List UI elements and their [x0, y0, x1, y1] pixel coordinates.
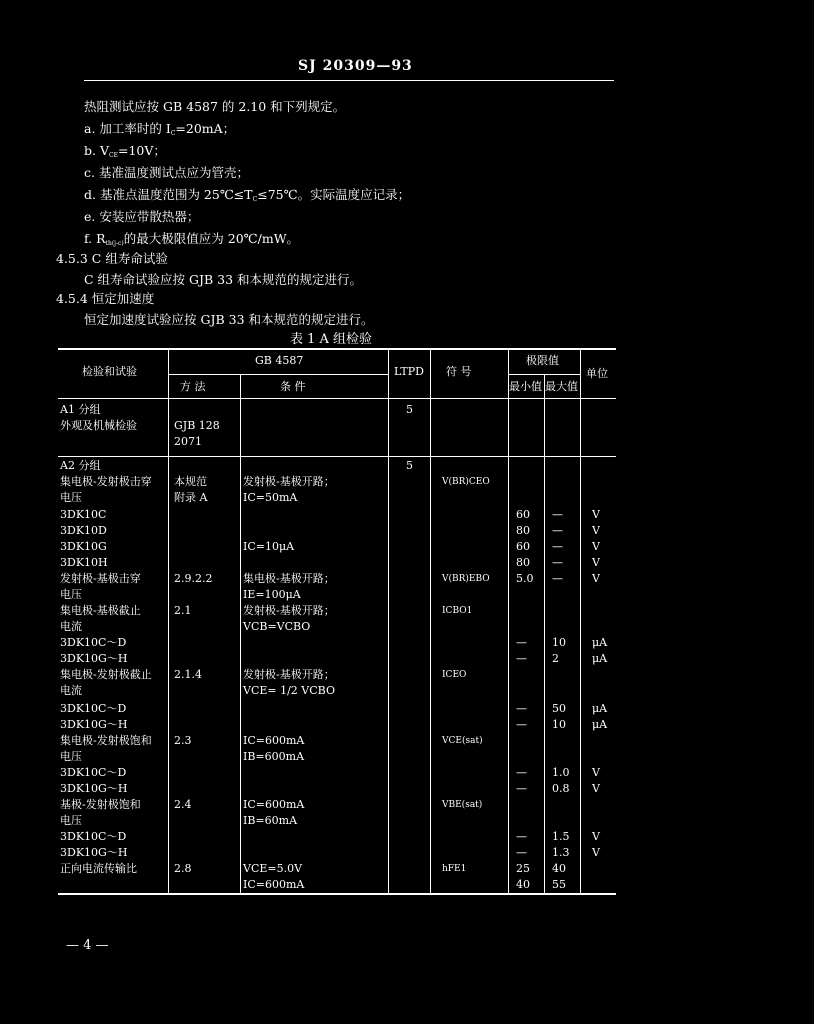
cell-min: —: [516, 766, 527, 779]
cell-test: 3DK10D: [60, 524, 107, 537]
cell-max: —: [552, 572, 563, 585]
header-ltpd: LTPD: [394, 365, 424, 378]
cell-method: 2071: [174, 435, 202, 448]
cell-min: —: [516, 702, 527, 715]
cell-symbol: V(BR)CEO: [442, 477, 490, 487]
cell-method: 2.9.2.2: [174, 572, 213, 585]
item-f: f. $R_{th(j-c)}$的最大极限值应为 20℃/mW。: [84, 231, 300, 247]
cell-test: A2 分组: [60, 459, 101, 472]
cell-condition: IC=50mA: [243, 491, 298, 504]
header-min: 最小值: [509, 380, 542, 393]
cell-max: —: [552, 556, 563, 569]
col-rule-6: [544, 374, 545, 894]
cell-ltpd: 5: [406, 403, 413, 416]
cell-test: 集电极-发射极截止: [60, 668, 152, 681]
col-rule-3: [388, 348, 389, 894]
cell-test: 电流: [60, 684, 82, 697]
cell-condition: IB=60mA: [243, 814, 298, 827]
cell-unit: μA: [592, 718, 608, 731]
item-e: e. 安装应带散热器；: [84, 209, 200, 224]
cell-max: 1.5: [552, 830, 570, 843]
cell-max: —: [552, 540, 563, 553]
cell-test: 3DK10C～D: [60, 636, 127, 649]
cell-test: 3DK10C～D: [60, 766, 127, 779]
cell-unit: V: [592, 556, 600, 569]
cell-max: 10: [552, 636, 566, 649]
cell-unit: V: [592, 572, 600, 585]
cell-symbol: ICEO: [442, 670, 467, 680]
cell-test: 电压: [60, 491, 82, 504]
header-limits: 极限值: [526, 354, 559, 367]
cell-condition: VCE= 1/2 VCBO: [243, 684, 335, 697]
item-b: b. $V_{CE}=10V$；: [84, 143, 166, 159]
header-test: 检验和试验: [82, 365, 137, 378]
item-d: d. 基准点温度范围为 $25℃\le T_C\le 75℃$。实际温度应记录；: [84, 187, 411, 203]
cell-condition: IC=600mA: [243, 734, 305, 747]
cell-test: 3DK10G～H: [60, 782, 128, 795]
item-a: a. 加工率时的 $I_C=20mA$；: [84, 121, 236, 137]
col-rule-4: [430, 348, 431, 894]
cell-unit: μA: [592, 652, 608, 665]
cell-min: —: [516, 782, 527, 795]
section-4-5-4-body: 恒定加速度试验应按 GJB 33 和本规范的规定进行。: [84, 312, 374, 327]
cell-symbol: V(BR)EBO: [442, 574, 490, 584]
cell-condition: 集电极-基极开路；: [243, 572, 335, 585]
cell-max: 0.8: [552, 782, 570, 795]
page-number: — 4 —: [66, 938, 109, 953]
cell-min: —: [516, 718, 527, 731]
section-4-5-3-body: C 组寿命试验应按 GJB 33 和本规范的规定进行。: [84, 272, 363, 287]
cell-method: 2.8: [174, 862, 192, 875]
cell-min: —: [516, 652, 527, 665]
cell-max: —: [552, 524, 563, 537]
cell-test: 电压: [60, 588, 82, 601]
cell-test: 3DK10G～H: [60, 652, 128, 665]
cell-test: 3DK10C～D: [60, 702, 127, 715]
cell-condition: IE=100μA: [243, 588, 301, 601]
cell-condition: IC=600mA: [243, 798, 305, 811]
cell-min: 40: [516, 878, 530, 891]
cell-symbol: hFE1: [442, 864, 467, 874]
cell-max: 55: [552, 878, 566, 891]
table-gb-rule: [168, 374, 388, 375]
cell-test: 电压: [60, 814, 82, 827]
cell-test: 3DK10C: [60, 508, 107, 521]
cell-min: 60: [516, 508, 530, 521]
header-unit: 单位: [586, 367, 608, 380]
cell-min: —: [516, 830, 527, 843]
cell-unit: V: [592, 524, 600, 537]
cell-condition: 发射极-基极开路；: [243, 668, 335, 681]
header-gb: GB 4587: [255, 354, 304, 367]
item-c: c. 基准温度测试点应为管壳；: [84, 165, 249, 180]
cell-condition: 发射极-基极开路；: [243, 475, 335, 488]
cell-min: 25: [516, 862, 530, 875]
cell-condition: 发射极-基极开路；: [243, 604, 335, 617]
cell-test: 3DK10G～H: [60, 846, 128, 859]
cell-min: 80: [516, 524, 530, 537]
table-group-rule: [58, 456, 616, 457]
table-top-rule: [58, 348, 616, 350]
cell-min: 60: [516, 540, 530, 553]
cell-condition: IC=10μA: [243, 540, 295, 553]
cell-min: —: [516, 846, 527, 859]
col-rule-7: [580, 348, 581, 894]
doc-header: SJ 20309—93: [298, 58, 413, 74]
cell-method: GJB 128: [174, 419, 220, 432]
cell-condition: IB=600mA: [243, 750, 305, 763]
cell-method: 2.1.4: [174, 668, 202, 681]
table-caption: 表 1 A 组检验: [290, 332, 373, 347]
cell-test: 电流: [60, 620, 82, 633]
cell-unit: V: [592, 766, 600, 779]
header-symbol: 符 号: [446, 365, 472, 378]
cell-max: 2: [552, 652, 559, 665]
cell-test: 3DK10H: [60, 556, 108, 569]
cell-method: 2.1: [174, 604, 192, 617]
cell-method: 2.4: [174, 798, 192, 811]
table-header-rule: [58, 398, 616, 399]
cell-unit: V: [592, 782, 600, 795]
cell-unit: V: [592, 846, 600, 859]
cell-symbol: VBE(sat): [442, 800, 483, 810]
cell-test: 集电极-发射极饱和: [60, 734, 152, 747]
cell-method: 附录 A: [174, 491, 208, 504]
cell-test: 发射极-基极击穿: [60, 572, 141, 585]
cell-unit: μA: [592, 636, 608, 649]
header-max: 最大值: [545, 380, 578, 393]
para-intro: 热阻测试应按 GB 4587 的 2.10 和下列规定。: [84, 99, 346, 114]
cell-unit: μA: [592, 702, 608, 715]
header-condition: 条 件: [280, 380, 306, 393]
cell-test: 电压: [60, 750, 82, 763]
cell-unit: V: [592, 508, 600, 521]
cell-ltpd: 5: [406, 459, 413, 472]
cell-max: —: [552, 508, 563, 521]
col-rule-1: [168, 348, 169, 894]
cell-max: 1.3: [552, 846, 570, 859]
cell-min: 5.0: [516, 572, 534, 585]
cell-min: 80: [516, 556, 530, 569]
cell-test: 基极-发射极饱和: [60, 798, 141, 811]
header-method: 方 法: [180, 380, 206, 393]
table-bottom-rule: [58, 893, 616, 895]
cell-test: 3DK10G: [60, 540, 107, 553]
cell-symbol: ICBO1: [442, 606, 473, 616]
cell-test: 外观及机械检验: [60, 419, 137, 432]
cell-max: 1.0: [552, 766, 570, 779]
cell-unit: V: [592, 540, 600, 553]
cell-test: 集电极-发射极击穿: [60, 475, 152, 488]
cell-method: 本规范: [174, 475, 207, 488]
cell-max: 40: [552, 862, 566, 875]
cell-condition: VCE=5.0V: [243, 862, 303, 875]
cell-max: 10: [552, 718, 566, 731]
cell-test: 正向电流传输比: [60, 862, 137, 875]
cell-condition: VCB=VCBO: [243, 620, 311, 633]
section-4-5-4-title: 4.5.4 恒定加速度: [56, 291, 155, 306]
cell-test: 3DK10G～H: [60, 718, 128, 731]
col-rule-5: [508, 348, 509, 894]
section-4-5-3-title: 4.5.3 C 组寿命试验: [56, 251, 168, 266]
cell-test: 集电极-基极截止: [60, 604, 141, 617]
cell-unit: V: [592, 830, 600, 843]
cell-symbol: VCE(sat): [442, 736, 483, 746]
cell-min: —: [516, 636, 527, 649]
col-rule-2: [240, 374, 241, 894]
cell-condition: IC=600mA: [243, 878, 305, 891]
cell-method: 2.3: [174, 734, 192, 747]
cell-test: 3DK10C～D: [60, 830, 127, 843]
cell-test: A1 分组: [60, 403, 101, 416]
cell-max: 50: [552, 702, 566, 715]
